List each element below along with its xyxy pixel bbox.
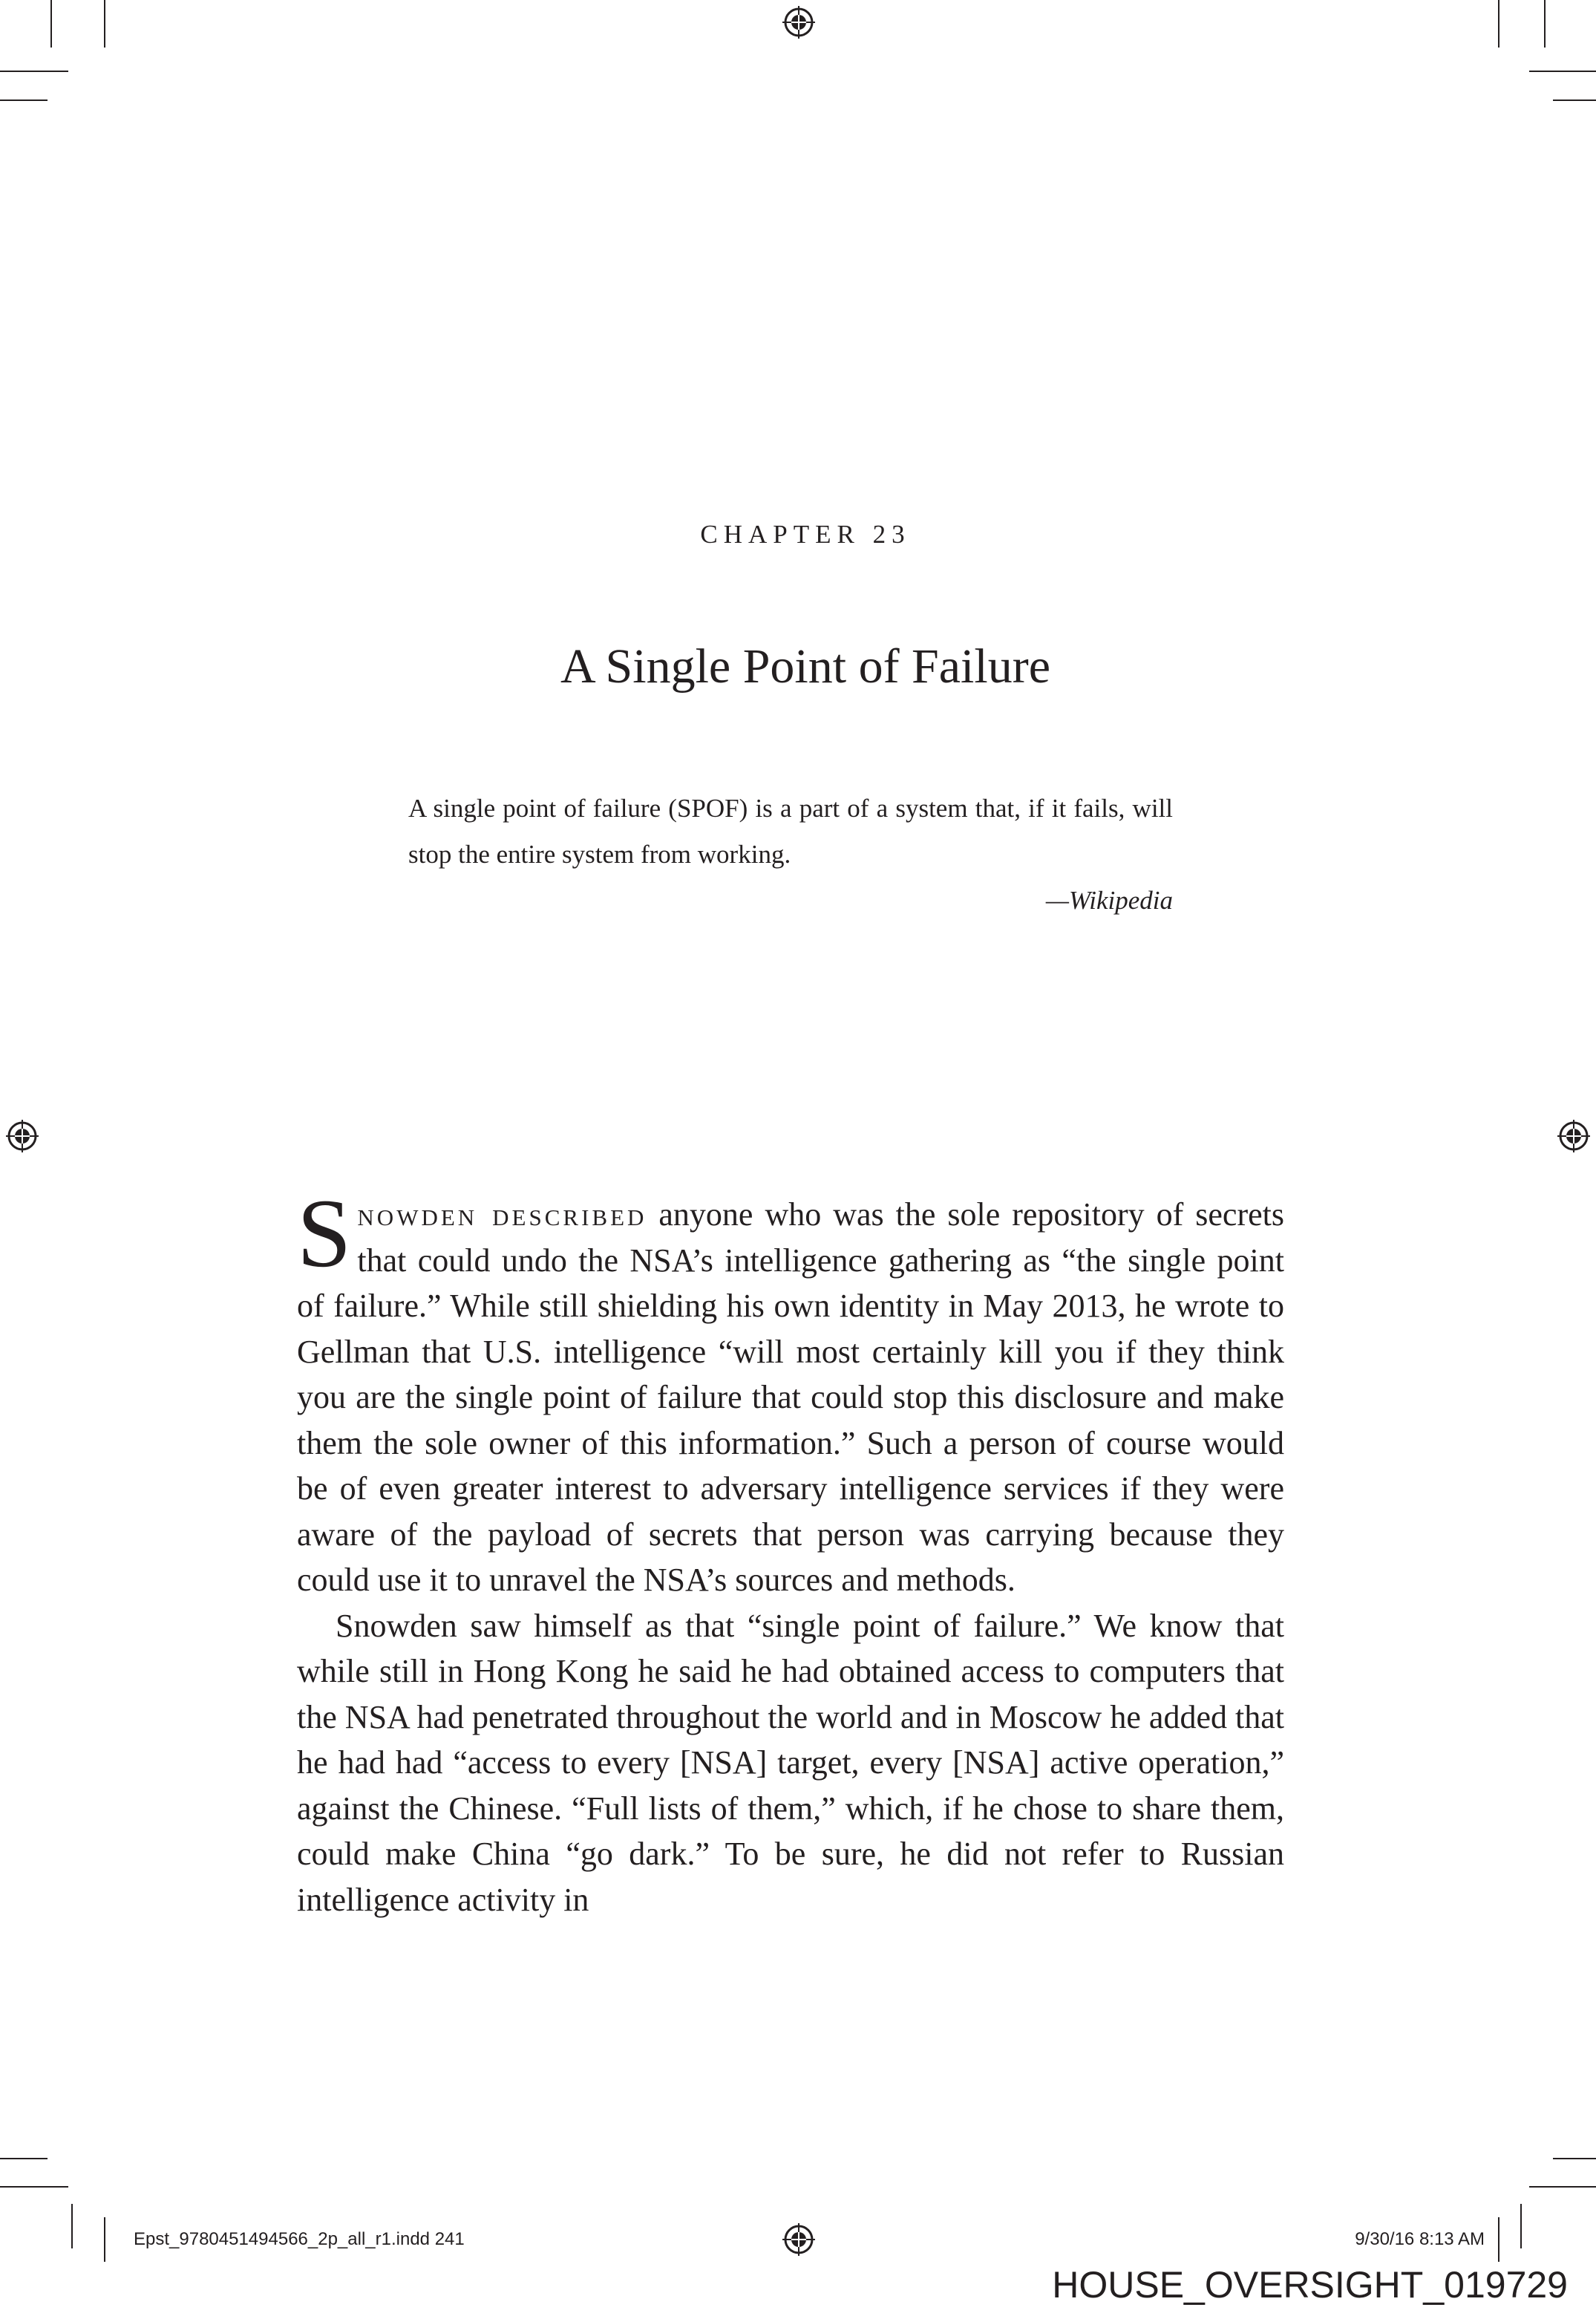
registration-mark-icon — [782, 2223, 815, 2256]
drop-cap: S — [297, 1178, 352, 1288]
paragraph: Snowden saw himself as that “single point of failure.” We know that while still in Hong Kong he said he had obtained access to computers that the NSA had penetrated throughout the world and in Moscow he added that he had had “access to every [NSA] target, every [NSA] active operation,” against the Chinese. “Full lists of them,” which, if he chose to share them, could make China “go dark.” To be sure, he did not refer to Russian intelligence activity in — [297, 1607, 1284, 1918]
crop-mark — [1498, 0, 1499, 48]
crop-mark — [71, 2204, 73, 2248]
crop-mark — [50, 0, 52, 48]
epigraph — [408, 786, 1173, 924]
crop-mark — [1498, 2217, 1499, 2262]
body-text — [297, 1178, 1284, 1922]
chapter-title: A Single Point of Failure — [560, 639, 1050, 694]
crop-mark — [0, 100, 48, 101]
registration-mark-icon — [6, 1120, 39, 1152]
crop-mark — [1520, 2204, 1522, 2248]
paragraph — [297, 1178, 1284, 1603]
paragraph-text: anyone who was the sole repository of secrets that could undo the NSA’s intelligence gathering as “the single point of failure.” While still shielding his own identity in May 2013, he wrote to Gellman that U.S. intelligence “will most certainly kill you if they think you are the single point of failure that could stop this disclosure and make them the sole owner of this information.” Such a person of course would be of even greater interest to adversary intelligence services if they were aware of the payload of secrets that person was carrying because they could use it to unravel the NSA’s sources and methods. — [297, 1196, 1284, 1598]
registration-mark-icon — [1557, 1120, 1590, 1152]
crop-mark — [0, 2158, 48, 2159]
crop-mark — [1529, 2186, 1596, 2188]
crop-mark — [1553, 2158, 1596, 2159]
crop-mark — [104, 2217, 105, 2262]
chapter-label: CHAPTER 23 — [700, 520, 911, 549]
crop-mark — [0, 71, 68, 72]
slug-file-info: Epst_9780451494566_2p_all_r1.indd 241 — [134, 2229, 465, 2249]
crop-mark — [0, 2186, 68, 2188]
bates-number: HOUSE_OVERSIGHT_019729 — [1052, 2264, 1568, 2306]
epigraph-source: —Wikipedia — [1045, 886, 1173, 915]
registration-mark-icon — [782, 6, 815, 39]
lead-in: nowden described — [357, 1196, 647, 1233]
epigraph-text: A single point of failure (SPOF) is a part of a system that, if it fails, will stop the entire system from working. — [408, 794, 1173, 869]
crop-mark — [1553, 100, 1596, 101]
crop-mark — [1529, 71, 1596, 72]
crop-mark — [1544, 0, 1546, 48]
slug-timestamp: 9/30/16 8:13 AM — [1355, 2229, 1485, 2249]
crop-mark — [104, 0, 105, 48]
